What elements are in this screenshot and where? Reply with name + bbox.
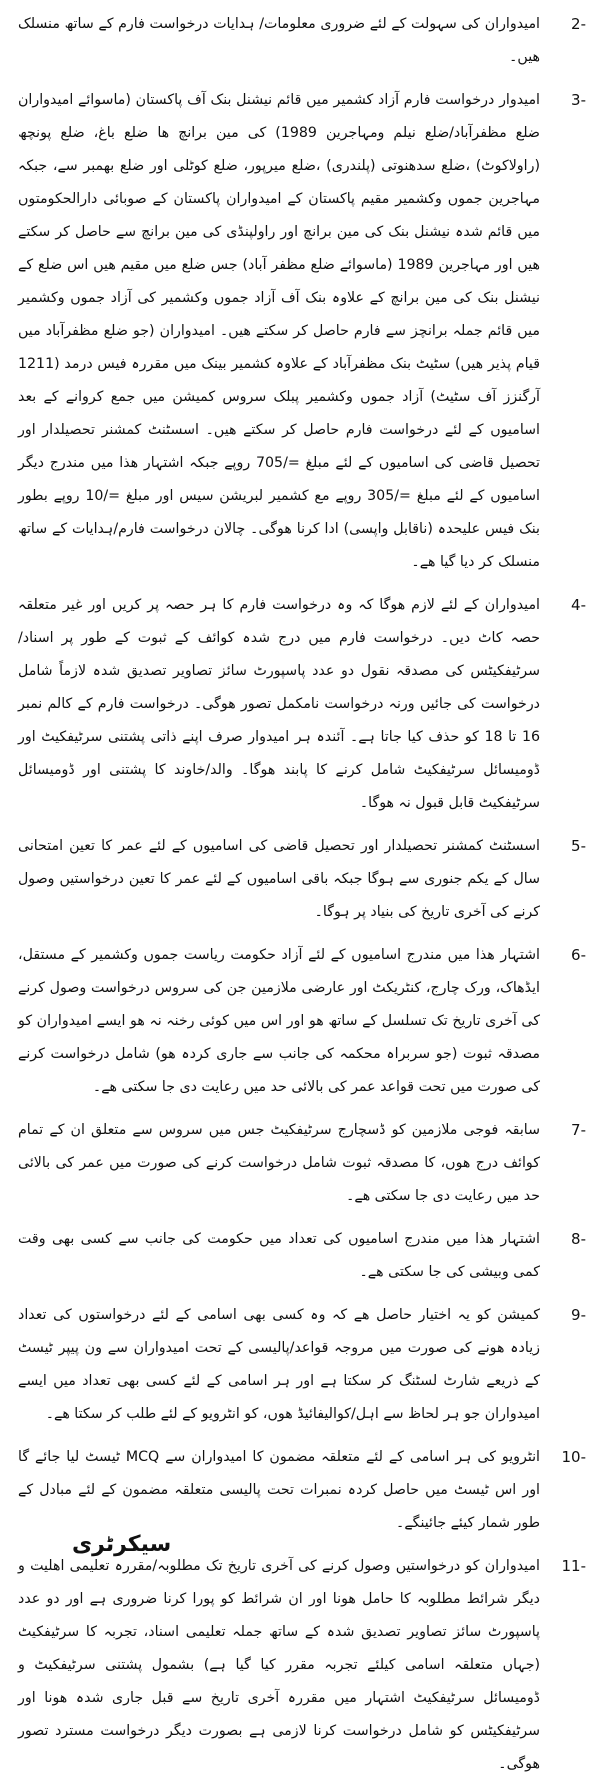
signature-secretary: سیکرٹری <box>72 1532 172 1557</box>
item-text: اشتہار ھذا میں مندرج اسامیوں کے لئے آزاد حکومت ریاست جموں وکشمیر کے مستقل، ایڈھاک، ورک چارج، کنٹریکٹ اور عارضی ملازمین جن کی سروس درخواست وصول کرنے کی آخری تاریخ تک تسلسل کے ساتھ ھو اور اس میں کوئی رخنہ نہ ھو ایسے امیدواران کو مصدقہ ثبوت (جو سربراہ محکمہ کی جانب سے جاری کردہ ھو) شامل درخواست کرنے کی صورت میں تحت قواعد عمر کی بالائی حد میں رعایت دی جا سکتی ھے۔ <box>18 947 540 1095</box>
item-text: امیدواران کو درخواستیں وصول کرنے کی آخری تاریخ تک مطلوبہ/مقررہ تعلیمی اھلیت و دیگر شرائط مطلوبہ کا حامل ھونا اور ان شرائط کو پورا کرنا ضروری ہے اور دو عدد پاسپورٹ سائز تصاویر تصدیق شدہ کے ساتھ جملہ تعلیمی اسناد، تجربہ کا سرٹیفکیٹ (جہاں متعلقہ اسامی کیلئے تجربہ مقرر کیا گیا ہے) بشمول پشتنی سرٹیفکیٹ و ڈومیسائل سرٹیفکیٹ اشتہار میں مقررہ آخری تاریخ سے قبل جاری شدہ ھونا اور سرٹیفکیٹس کو شامل درخواست کرنا لازمی ہے بصورت دیگر درخواست مسترد تصور ھوگی۔ <box>18 1558 540 1772</box>
notice-item-7 <box>18 1114 586 1213</box>
item-text: انٹرویو کی ہر اسامی کے لئے متعلقہ مضمون کا امیدواران سے MCQ ٹیسٹ لیا جائے گا اور اس ٹیسٹ میں حاصل کردہ نمبرات تحت پالیسی متعلقہ مضمون کے لئے مبادل کے طور شمار کیئے جائینگے۔ <box>18 1449 541 1531</box>
notice-item-2 <box>18 8 586 74</box>
item-text: امیدواران کے لئے لازم ھوگا کہ وہ درخواست فارم کا ہر حصہ پر کریں اور غیر متعلقہ حصہ کاٹ دیں۔ درخواست فارم میں درج شدہ کوائف کے ثبوت کے طور پر اسناد/سرٹیفکیٹس کی مصدقہ نقول دو عدد پاسپورٹ سائز تصاویر تصدیق شدہ لازماً شامل درخواست کی جائیں ورنہ درخواست نامکمل تصور ھوگی۔ درخواست فارم کے کالم نمبر 16 تا 18 کو حذف کیا جاتا ہے۔ آئندہ ہر امیدوار صرف اپنے ذاتی پشتنی سرٹیفکیٹ اور ڈومیسائل سرٹیفکیٹ شامل کرنے کا پابند ھوگا۔ والد/خاوند کا پشتنی اور ڈومیسائل سرٹیفکیٹ قابل قبول نہ ھوگا۔ <box>18 597 540 811</box>
notice-item-5 <box>18 830 586 929</box>
notice-item-11 <box>18 1550 586 1781</box>
item-number: 3- <box>571 91 586 109</box>
item-text: اسسٹنٹ کمشنر تحصیلدار اور تحصیل قاضی کی اسامیوں کے لئے عمر کا تعین امتحانی سال کے یکم جنوری سے ہوگا جبکہ باقی اسامیوں کے لئے عمر کا تعین درخواستیں وصول کرنے کی آخری تاریخ کی بنیاد پر ہوگا۔ <box>18 838 540 920</box>
notice-item-10 <box>18 1441 586 1540</box>
item-text: امیدواران کی سہولت کے لئے ضروری معلومات/ ہدایات درخواست فارم کے ساتھ منسلک ھیں۔ <box>18 16 540 65</box>
item-number: 7- <box>571 1121 586 1139</box>
item-number: 8- <box>571 1230 586 1248</box>
item-number: 9- <box>571 1306 586 1324</box>
item-text: اشتہار ھذا میں مندرج اسامیوں کی تعداد میں حکومت کی جانب سے کسی بھی وقت کمی وبیشی کی جا سکتی ھے۔ <box>18 1231 540 1280</box>
item-number: 11- <box>561 1557 586 1575</box>
item-number: 5- <box>571 837 586 855</box>
notice-item-9 <box>18 1299 586 1431</box>
item-number: 6- <box>571 946 586 964</box>
notice-item-4 <box>18 589 586 820</box>
notice-item-6 <box>18 939 586 1104</box>
notice-item-3 <box>18 84 586 579</box>
item-text: کمیشن کو یہ اختیار حاصل ھے کہ وہ کسی بھی اسامی کے لئے درخواستوں کی تعداد زیادہ ھونے کی صورت میں مروجہ قواعد/پالیسی کے تحت امیدواران سے ون پیپر ٹیسٹ کے ذریعے شارٹ لسٹنگ کر سکتا ہے اور ہر اسامی کے لئے کسی بھی تعداد میں ایسے امیدواران جو ہر لحاظ سے اہل/کوالیفائیڈ ھوں، کو انٹرویو کے لئے طلب کر سکتا ھے۔ <box>18 1307 540 1422</box>
item-number: 10- <box>561 1448 586 1466</box>
item-text: امیدوار درخواست فارم آزاد کشمیر میں قائم نیشنل بنک آف پاکستان (ماسوائے امیدواران ضلع مظفرآباد/ضلع نیلم ومہاجرین 1989) کی مین برانچ ھا ضلع باغ، ضلع پونچھ (راولاکوٹ) ،ضلع سدھنوتی (پلندری) ،ضلع میرپور، ضلع کوٹلی اور ضلع بھمبر سے، جبکہ مہاجرین جموں وکشمیر مقیم پاکستان کے امیدواران پاکستان کے صوبائی دارالحکومتوں میں قائم شدہ نیشنل بنک کی مین برانچ اور راولپنڈی کی مین برانچ سے حاصل کر سکتے ھیں اور مہاجرین 1989 (ماسوائے ضلع مظفر آباد) جس ضلع میں مقیم ھیں اس ضلع کے نیشنل بنک کی مین برانچ کے علاوہ بنک آف آزاد جموں وکشمیر کی آزاد جموں وکشمیر میں قائم جملہ برانچز سے فارم حاصل کر سکتے ھیں۔ امیدواران (جو ضلع مظفرآباد میں قیام پذیر ھیں) سٹیٹ بنک مظفرآباد کے علاوہ کشمیر بینک میں مقررہ فیس درمد (1211 آرگنزز آف سٹیٹ) آزاد جموں وکشمیر پبلک سروس کمیشن میں جمع کروانے کے بعد اسامیوں کے لئے درخواست فارم حاصل کر سکتے ھیں۔ اسسٹنٹ کمشنر تحصیلدار اور تحصیل قاضی کی اسامیوں کے لئے مبلغ =/705 روپے جبکہ اشتہار ھذا میں مندرج دیگر اسامیوں کے لئے مبلغ =/305 روپے مع کشمیر لبریشن سیس اور مبلغ =/10 روپے بطور بنک فیس علیحدہ (ناقابل واپسی) ادا کرنا ھوگی۔ چالان درخواست فارم/ہدایات کے ساتھ منسلک کر دیا گیا ھے۔ <box>18 92 540 570</box>
item-text: سابقہ فوجی ملازمین کو ڈسچارج سرٹیفکیٹ جس میں سروس سے متعلق ان کے تمام کوائف درج ھوں، کا مصدقہ ثبوت شامل درخواست کرنے کی صورت میں عمر کی بالائی حد میں رعایت دی جا سکتی ھے۔ <box>18 1122 540 1204</box>
notice-item-8 <box>18 1223 586 1289</box>
item-number: 4- <box>571 596 586 614</box>
item-number: 2- <box>571 15 586 33</box>
